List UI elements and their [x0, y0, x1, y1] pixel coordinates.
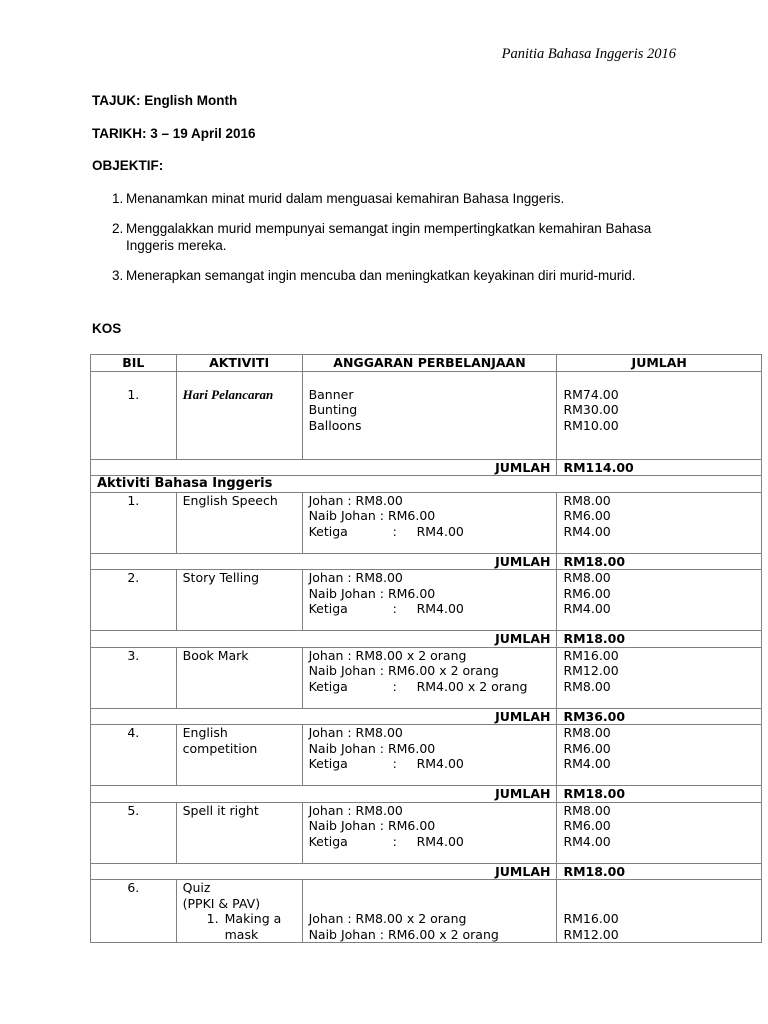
jumlah-label: JUMLAH — [91, 553, 557, 570]
title-tarikh: TARIKH: 3 – 19 April 2016 — [92, 126, 256, 141]
objektif-item: 1. Menanamkan minat murid dalam menguasai kemahiran Bahasa Inggeris. — [112, 191, 565, 206]
jumlah-label: JUMLAH — [91, 708, 557, 725]
jumlah-value: RM18.00 — [557, 553, 762, 570]
cell-bil: 6. — [91, 880, 177, 943]
cell-items: Johan : RM8.00 Naib Johan : RM6.00 Ketiga : RM4.00 — [302, 570, 557, 631]
jumlah-row — [91, 553, 762, 570]
table-row — [91, 725, 762, 786]
cell-bil: 5. — [91, 802, 177, 863]
jumlah-value: RM36.00 — [557, 708, 762, 725]
cell-items: Johan : RM8.00 Naib Johan : RM6.00 Ketiga : RM4.00 — [302, 725, 557, 786]
cell-amounts: RM8.00 RM6.00 RM4.00 — [557, 570, 762, 631]
jumlah-row — [91, 786, 762, 803]
jumlah-label: JUMLAH — [91, 459, 557, 476]
jumlah-row — [91, 708, 762, 725]
jumlah-label: JUMLAH — [91, 863, 557, 880]
cell-bil: 2. — [91, 570, 177, 631]
header-jumlah: JUMLAH — [557, 355, 762, 372]
header-bil: BIL — [91, 355, 177, 372]
cell-aktiviti: Spell it right — [176, 802, 302, 863]
jumlah-value: RM18.00 — [557, 786, 762, 803]
kos-title: KOS — [92, 321, 122, 336]
header-aktiviti: AKTIVITI — [176, 355, 302, 372]
cell-aktiviti: Quiz (PPKI & PAV) 1. Making a mask — [176, 880, 302, 943]
table-row — [91, 371, 762, 459]
cell-amounts: RM8.00 RM6.00 RM4.00 — [557, 802, 762, 863]
cell-items: Banner Bunting Balloons — [302, 371, 557, 459]
cell-bil: 1. — [91, 371, 177, 459]
jumlah-label: JUMLAH — [91, 786, 557, 803]
jumlah-value: RM18.00 — [557, 631, 762, 648]
cell-amounts: RM8.00 RM6.00 RM4.00 — [557, 725, 762, 786]
cell-items: Johan : RM8.00 Naib Johan : RM6.00 Ketiga : RM4.00 — [302, 802, 557, 863]
objektif-item: 3. Menerapkan semangat ingin mencuba dan meningkatkan keyakinan diri murid-murid. — [112, 268, 636, 283]
jumlah-row — [91, 459, 762, 476]
jumlah-value: RM18.00 — [557, 863, 762, 880]
cell-bil: 4. — [91, 725, 177, 786]
cell-aktiviti: Story Telling — [176, 570, 302, 631]
table-row — [91, 647, 762, 708]
table-row — [91, 570, 762, 631]
cell-bil: 1. — [91, 492, 177, 553]
cell-aktiviti: English Speech — [176, 492, 302, 553]
table-header-row — [91, 355, 762, 372]
cell-aktiviti: Book Mark — [176, 647, 302, 708]
cell-aktiviti: Hari Pelancaran — [176, 371, 302, 459]
table-row — [91, 802, 762, 863]
cell-amounts: RM16.00 RM12.00 — [557, 880, 762, 943]
jumlah-label: JUMLAH — [91, 631, 557, 648]
cell-amounts: RM74.00 RM30.00 RM10.00 — [557, 371, 762, 459]
cell-items: Johan : RM8.00 x 2 orang Naib Johan : RM6.00 x 2 orang — [302, 880, 557, 943]
cell-amounts: RM16.00 RM12.00 RM8.00 — [557, 647, 762, 708]
section-title: Aktiviti Bahasa Inggeris — [91, 476, 762, 493]
table-row — [91, 880, 762, 943]
jumlah-row — [91, 631, 762, 648]
table-row — [91, 492, 762, 553]
section-row — [91, 476, 762, 493]
header-note: Panitia Bahasa Inggeris 2016 — [501, 46, 676, 62]
objektif-list — [92, 190, 692, 297]
jumlah-value: RM114.00 — [557, 459, 762, 476]
title-tajuk: TAJUK: English Month — [92, 93, 238, 108]
jumlah-row — [91, 863, 762, 880]
cost-table — [90, 354, 762, 943]
cell-items: Johan : RM8.00 x 2 orang Naib Johan : RM6.00 x 2 orang Ketiga : RM4.00 x 2 orang — [302, 647, 557, 708]
objektif-title: OBJEKTIF: — [92, 158, 164, 173]
header-anggaran: ANGGARAN PERBELANJAAN — [302, 355, 557, 372]
objektif-item: 2. Menggalakkan murid mempunyai semangat ingin mempertingkatkan kemahiran Bahasa Inggeris mereka. — [112, 221, 652, 253]
cell-bil: 3. — [91, 647, 177, 708]
cell-amounts: RM8.00 RM6.00 RM4.00 — [557, 492, 762, 553]
cell-aktiviti: English competition — [176, 725, 302, 786]
cell-items: Johan : RM8.00 Naib Johan : RM6.00 Ketiga : RM4.00 — [302, 492, 557, 553]
